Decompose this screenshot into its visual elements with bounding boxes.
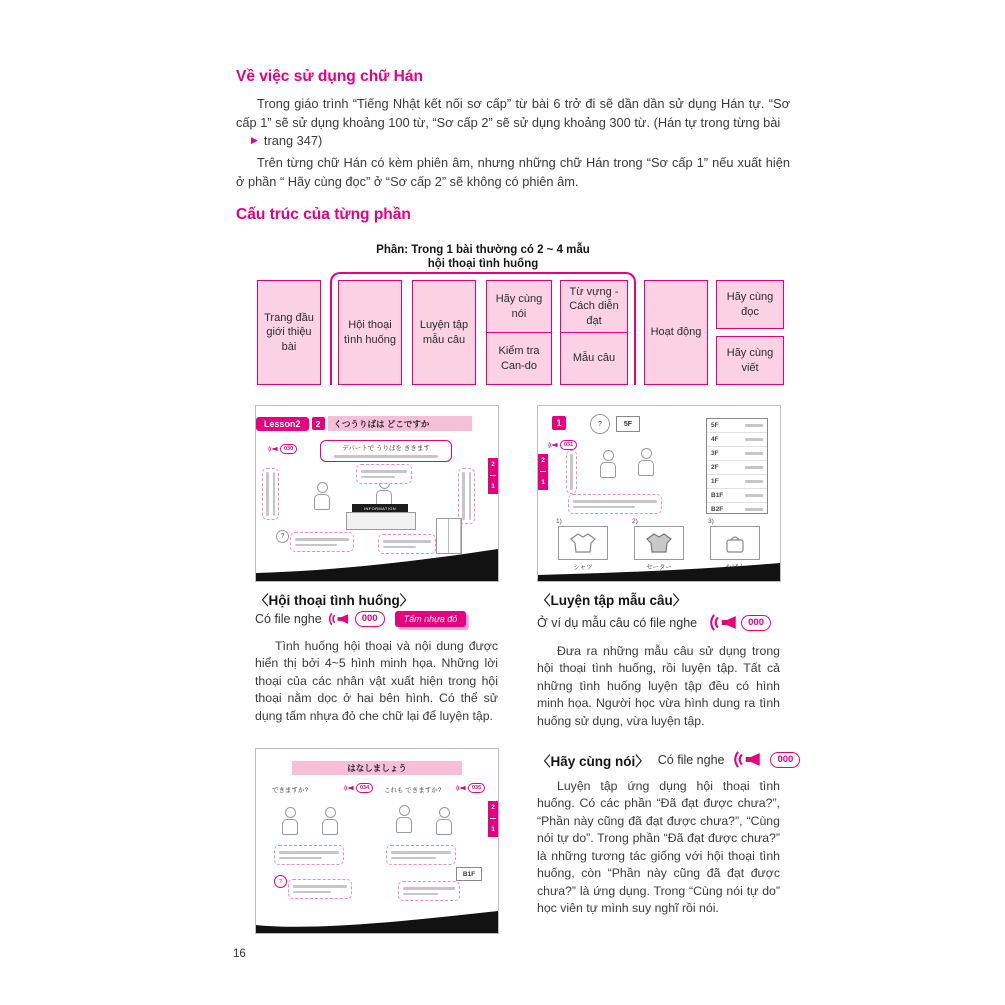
speaker-figure xyxy=(396,805,412,833)
box-pattern-practice: Luyện tập mẫu câu xyxy=(412,280,476,385)
speech-bubble xyxy=(568,494,662,514)
lesson-side-tab xyxy=(488,801,498,837)
figure-head xyxy=(641,448,652,459)
situation-text: デパートで うりばを ききます xyxy=(342,445,430,452)
speech-bubble xyxy=(356,464,412,484)
bracket-label-line2: hội thoại tình huống xyxy=(427,257,539,270)
figure-body xyxy=(314,494,330,510)
directory-row xyxy=(707,475,767,489)
audio-speaker-icon xyxy=(709,612,737,633)
clerk-figure xyxy=(638,448,654,476)
exercise-number: 2) xyxy=(632,518,638,525)
text-line xyxy=(293,891,331,894)
information-desk xyxy=(346,512,416,530)
directory-row xyxy=(707,489,767,503)
audio-mark xyxy=(268,444,297,454)
lesson-structure-diagram xyxy=(257,244,787,389)
directory-row xyxy=(707,419,767,433)
audio-label: Có file nghe xyxy=(657,752,725,767)
audio-speaker-icon xyxy=(548,441,558,449)
speech-bubble xyxy=(386,845,456,865)
text-line xyxy=(295,544,337,547)
audio-track-number: 034 xyxy=(356,783,373,793)
figure-body xyxy=(638,460,654,476)
text-line xyxy=(266,472,269,516)
exercise-image-box xyxy=(558,526,608,560)
lesson-side-tab xyxy=(538,454,548,490)
box-sentence-pattern: Mẫu câu xyxy=(561,332,627,384)
floor-sign: 5F xyxy=(616,416,640,432)
box-cando-check: Kiểm tra Can-do xyxy=(487,332,551,384)
speaking-band: はなしましょう xyxy=(292,761,462,775)
text-line xyxy=(391,857,436,860)
vertical-dialogue-bubble xyxy=(458,468,475,524)
box-intro-page: Trang đầu giới thiệu bài xyxy=(257,280,321,385)
figure-head xyxy=(439,807,450,818)
thumbnail-speaking-page xyxy=(255,748,499,934)
figure-body xyxy=(600,462,616,478)
text-line xyxy=(745,438,763,441)
page-shadow xyxy=(256,903,498,933)
box-lets-write: Hãy cùng viết xyxy=(716,336,784,385)
text-line xyxy=(295,538,349,541)
box-speak-cando xyxy=(486,280,552,385)
audio-mark xyxy=(344,783,373,793)
audio-mark xyxy=(548,440,577,450)
audio-track-number: 000 xyxy=(741,615,771,631)
kanji-section-title: Về việc sử dụng chữ Hán xyxy=(236,68,423,85)
text-line xyxy=(403,893,438,896)
floor-label: 2F xyxy=(711,464,719,471)
box-situational-dialogue: Hội thoại tình huống xyxy=(338,280,402,385)
box-lets-read: Hãy cùng đọc xyxy=(716,280,784,329)
thumbnail-practice-page xyxy=(537,405,781,582)
exercise-image-box xyxy=(634,526,684,560)
text-line xyxy=(469,472,472,520)
box-vocab-pattern xyxy=(560,280,628,385)
tab-unit-number: 2 xyxy=(491,803,495,811)
lesson-header xyxy=(256,416,472,431)
figure-head xyxy=(317,482,328,493)
figure-head xyxy=(603,450,614,461)
figure-body xyxy=(436,819,452,835)
text-line xyxy=(391,851,451,854)
tab-unit-number: 2 xyxy=(491,460,495,468)
dialogue-audio-row xyxy=(255,611,466,627)
audio-speaker-icon xyxy=(268,445,278,453)
floor-label: B2F xyxy=(711,506,724,513)
exercise-label: セーター xyxy=(646,564,672,571)
audio-track-number: 000 xyxy=(770,752,800,768)
audio-label: Ở ví dụ mẫu câu có file nghe xyxy=(537,615,698,630)
box-lets-speak: Hãy cùng nói xyxy=(495,293,543,320)
practice-heading: 〈Luyện tập mẫu câu〉 xyxy=(537,593,687,608)
practice-body: Đưa ra những mẫu câu sử dụng trong hội thoại tình huống, rồi luyện tập. Tất cả những tình huống luyện tập đều có hình minh họa. Người học vừa hình dung ra tình huống sử dụng, vừa luyện tập. xyxy=(537,644,780,728)
question-bubble: ? xyxy=(274,875,287,888)
figure-body xyxy=(396,817,412,833)
sweater-icon xyxy=(644,531,674,555)
speak-heading-row xyxy=(537,749,800,770)
text-line xyxy=(573,500,657,503)
practice-audio-row xyxy=(537,612,771,633)
exercise-number: 3) xyxy=(708,518,714,525)
box-vocabulary: Từ vựng - Cách diễn đạt xyxy=(569,286,619,327)
audio-speaker-icon xyxy=(344,784,354,792)
speaker-figure xyxy=(282,807,298,835)
text-line xyxy=(745,466,763,469)
text-line xyxy=(279,857,322,860)
text-line xyxy=(745,494,763,497)
directory-row xyxy=(707,461,767,475)
thumbnail-lesson-page xyxy=(255,405,499,582)
exercise-number: 1) xyxy=(556,518,562,525)
floor-directory-panel xyxy=(706,418,768,514)
floor-label: 1F xyxy=(711,478,719,485)
text-line xyxy=(334,455,438,458)
page-reference-text: trang 347) xyxy=(263,133,323,148)
figure-body xyxy=(282,819,298,835)
customer-figure xyxy=(600,450,616,478)
floor-label: 4F xyxy=(711,436,719,443)
tab-divider xyxy=(540,471,546,472)
lesson-title: くつうりばは どこですか xyxy=(328,416,472,431)
text-line xyxy=(462,472,465,520)
floor-label: 5F xyxy=(711,422,719,429)
speaker-figure xyxy=(436,807,452,835)
tab-part-number: 1 xyxy=(491,825,495,833)
structure-section-title: Cấu trúc của từng phần xyxy=(236,206,411,223)
tab-part-number: 1 xyxy=(541,478,545,486)
speech-bubble xyxy=(398,881,460,901)
question-bubble: ? xyxy=(590,414,610,434)
speak-body: Luyện tập ứng dụng hội thoại tình huống. Có các phần “Đã đạt được chưa?”, “Phần này cũng đã đạt được chưa?”, “Cùng nói tự do”. Trong phần “Đã đạt được chưa?” là những tương tác giống với hội thoại tình huống, còn “Phần này cũng đã đạt được chưa?” là ứng dụng. Trong “Cùng nói tự do” học viên tự mình suy nghĩ rồi nói. xyxy=(537,779,780,916)
tab-divider xyxy=(490,818,496,819)
vertical-dialogue-bubble xyxy=(566,450,577,494)
speaker-figure xyxy=(322,807,338,835)
figure-body xyxy=(322,819,338,835)
box-activity: Hoạt động xyxy=(644,280,708,385)
text-line xyxy=(403,887,455,890)
page-reference-line xyxy=(251,133,322,148)
audio-speaker-icon xyxy=(733,749,761,770)
dialogue-heading: 〈Hội thoại tình huống〉 xyxy=(255,593,414,608)
bracket-label xyxy=(330,244,636,271)
audio-track-number: 000 xyxy=(355,611,385,627)
audio-speaker-icon xyxy=(328,611,349,627)
audio-mark xyxy=(456,783,485,793)
text-line xyxy=(273,472,276,516)
text-line xyxy=(745,480,763,483)
audio-mark xyxy=(709,612,771,633)
question-bubble: ? xyxy=(276,530,289,543)
text-line xyxy=(293,885,347,888)
floor-label: 3F xyxy=(711,450,719,457)
tab-unit-number: 2 xyxy=(541,456,545,464)
text-line xyxy=(361,476,395,479)
figure-head xyxy=(399,805,410,816)
speech-bubble xyxy=(274,845,344,865)
kanji-paragraph-1: Trong giáo trình “Tiếng Nhật kết nối sơ cấp” từ bài 6 trở đi sẽ dần dần sử dụng Hán tự. “Sơ cấp 1” sẽ sử dụng khoảng 100 từ, “Sơ cấp 2” sẽ sử dụng khoảng 300 từ. (Hán tự trong từng bài xyxy=(236,96,790,131)
situation-box xyxy=(320,440,452,462)
text-line xyxy=(745,508,763,511)
information-sign: INFORMATION xyxy=(352,504,408,512)
speak-heading: 〈Hãy cùng nói〉 xyxy=(537,753,649,769)
directory-row xyxy=(707,447,767,461)
figure-head xyxy=(325,807,336,818)
lesson-side-tab xyxy=(488,458,498,494)
text-line xyxy=(383,540,431,543)
page-number: 16 xyxy=(233,948,246,960)
exercise-number-badge: 1 xyxy=(552,416,566,430)
speaking-question-right: これも できますか? xyxy=(384,787,442,794)
shirt-icon xyxy=(568,531,598,555)
speech-bubble xyxy=(288,879,352,899)
tab-divider xyxy=(490,475,496,476)
audio-track-number: 035 xyxy=(468,783,485,793)
bag-icon xyxy=(720,531,750,555)
audio-label: Có file nghe xyxy=(255,612,322,626)
audio-track-number: 031 xyxy=(560,440,577,450)
vertical-dialogue-bubble xyxy=(262,468,279,520)
directory-row xyxy=(707,503,767,516)
lesson-number-badge: 2 xyxy=(312,417,325,430)
exercise-image-box xyxy=(710,526,760,560)
text-line xyxy=(573,506,635,509)
text-line xyxy=(745,424,763,427)
audio-speaker-icon xyxy=(456,784,466,792)
speaking-question-left: できますか? xyxy=(272,787,309,794)
directory-row xyxy=(707,433,767,447)
dialogue-body: Tình huống hội thoại và nội dung được hiển thị bởi 4~5 hình minh họa. Những lời thoại của các nhân vật xuất hiện trong hội thoại nằm dọc ở hai bên hình. Có thể sử dụng tấm nhựa đỏ che chữ lại để luyện tập. xyxy=(255,639,498,723)
red-sheet-tag: Tấm nhựa đỏ xyxy=(395,611,467,627)
reference-arrow-icon: ▶ xyxy=(251,135,258,145)
bracket-label-line1: Phần: Trong 1 bài thường có 2 ~ 4 mẫu xyxy=(376,244,590,256)
customer-figure xyxy=(314,482,330,510)
text-line xyxy=(361,470,407,473)
figure-head xyxy=(285,807,296,818)
text-line xyxy=(279,851,339,854)
floor-label: B1F xyxy=(711,492,724,499)
page-shadow xyxy=(538,561,780,581)
audio-track-number: 030 xyxy=(280,444,297,454)
floor-sign: B1F xyxy=(456,867,482,881)
text-line xyxy=(745,452,763,455)
page-shadow xyxy=(256,547,498,581)
tab-part-number: 1 xyxy=(491,482,495,490)
exercise-label: シャツ xyxy=(573,564,593,571)
lesson-label: Lesson2 xyxy=(256,417,309,431)
text-line xyxy=(570,454,573,490)
kanji-paragraph-2: Trên từng chữ Hán có kèm phiên âm, nhưng những chữ Hán trong “Sơ cấp 1” nếu xuất hiện ở phần “ Hãy cùng đọc” ở “Sơ cấp 2” sẽ không có phiên âm. xyxy=(236,155,790,190)
